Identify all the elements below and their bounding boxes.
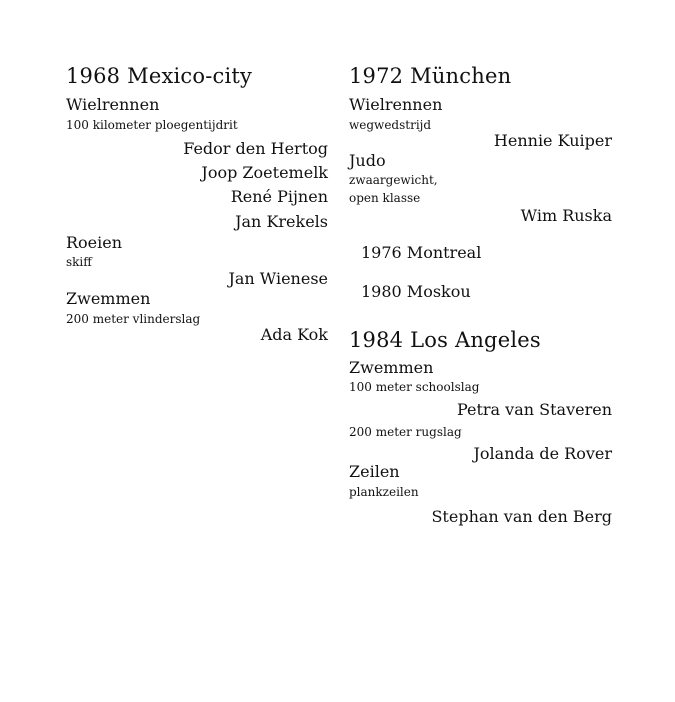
athlete-name: Petra van Staveren	[456, 400, 612, 419]
games-title-1980: 1980 Moskou	[361, 282, 471, 301]
sport-heading: Zeilen	[349, 462, 400, 481]
sport-heading: Judo	[349, 151, 386, 170]
event-label: open klasse	[349, 191, 421, 205]
athlete-name: Ada Kok	[260, 325, 328, 344]
athlete-name: Hennie Kuiper	[493, 131, 612, 150]
athlete-name: Stephan van den Berg	[431, 507, 612, 526]
event-label: 100 kilometer ploegentijdrit	[66, 118, 238, 132]
athlete-name: Fedor den Hertog	[183, 139, 328, 158]
athlete-name: Jan Wienese	[228, 269, 328, 288]
athlete-name: René Pijnen	[230, 187, 328, 206]
event-label: 200 meter vlinderslag	[66, 312, 201, 326]
event-label: 200 meter rugslag	[349, 425, 462, 439]
sport-heading: Wielrennen	[66, 95, 160, 114]
sport-heading: Zwemmen	[349, 358, 434, 377]
athlete-name: Wim Ruska	[520, 206, 612, 225]
athlete-name: Jolanda de Rover	[473, 444, 612, 463]
sport-heading: Wielrennen	[349, 95, 443, 114]
event-label: zwaargewicht,	[349, 173, 438, 187]
event-label: plankzeilen	[349, 485, 419, 499]
event-label: wegwedstrijd	[349, 118, 432, 132]
event-label: 100 meter schoolslag	[349, 380, 480, 394]
athlete-name: Joop Zoetemelk	[201, 163, 328, 182]
sport-heading: Zwemmen	[66, 289, 151, 308]
event-label: skiff	[66, 255, 92, 269]
athlete-name: Jan Krekels	[235, 212, 328, 231]
games-title-1972: 1972 München	[349, 64, 512, 88]
games-title-1968: 1968 Mexico-city	[66, 64, 253, 88]
games-title-1976: 1976 Montreal	[361, 243, 482, 262]
sport-heading: Roeien	[66, 233, 123, 252]
games-title-1984: 1984 Los Angeles	[349, 328, 541, 352]
